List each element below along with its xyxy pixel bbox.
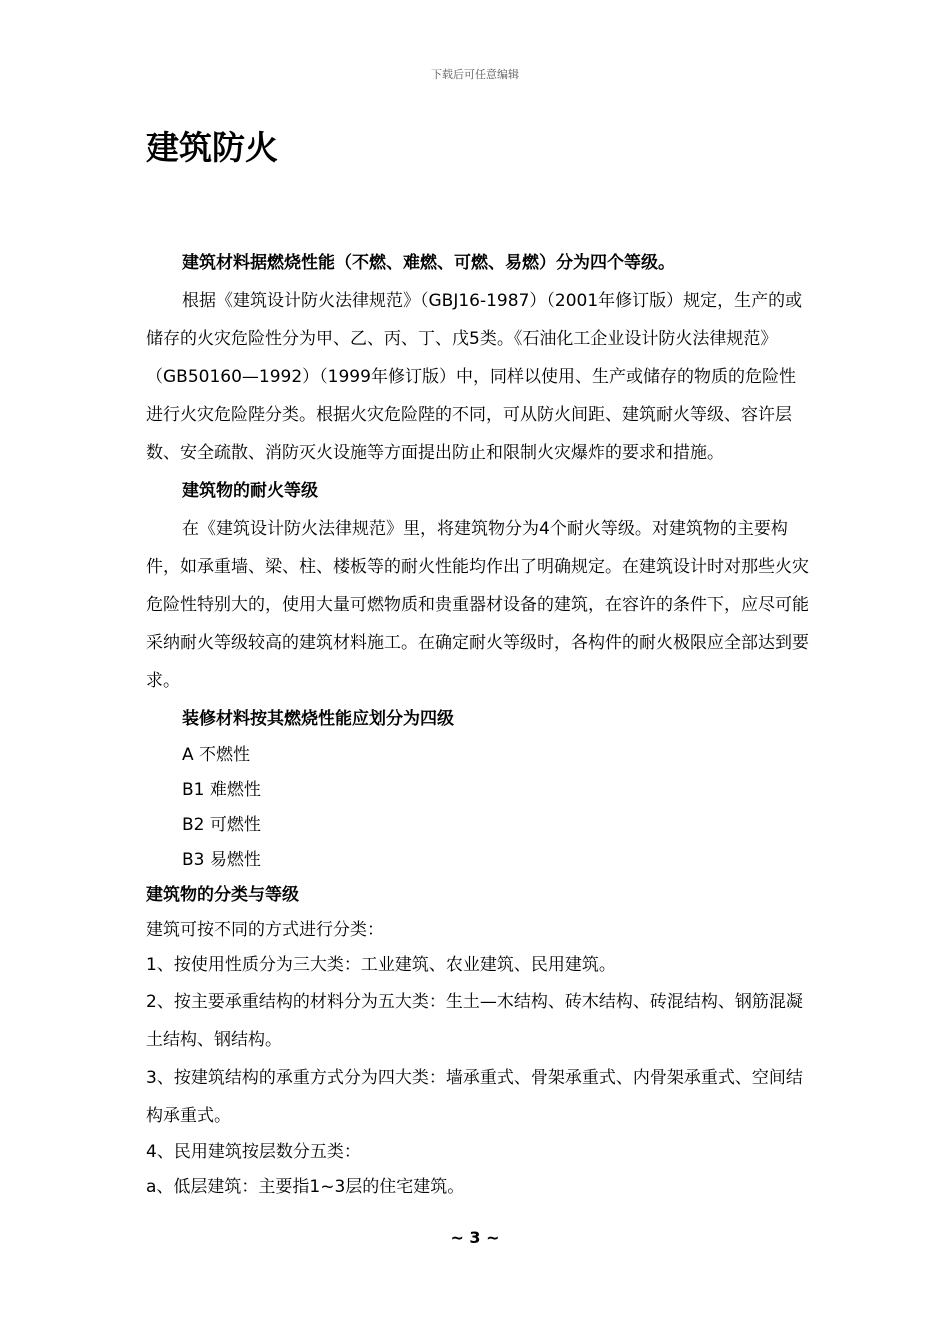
section-heading-decoration-materials: 装修材料按其燃烧性能应划分为四级 bbox=[182, 709, 454, 729]
page-title: 建筑防火 bbox=[146, 128, 278, 167]
section-heading-building-classification: 建筑物的分类与等级 bbox=[146, 885, 299, 905]
grade-item: B1 难燃性 bbox=[182, 780, 261, 800]
grade-item: B3 易燃性 bbox=[182, 850, 261, 870]
list-item: 2、按主要承重结构的材料分为五大类：生土—木结构、砖木结构、砖混结构、钢筋混凝土结构、钢结构。 bbox=[146, 992, 803, 1050]
section-heading-fire-resistance: 建筑物的耐火等级 bbox=[182, 481, 318, 501]
list-item: 3、按建筑结构的承重方式分为四大类：墙承重式、骨架承重式、内骨架承重式、空间结构承重式。 bbox=[146, 1068, 803, 1126]
header-note: 下载后可任意编辑 bbox=[431, 68, 519, 81]
grade-item: A 不燃性 bbox=[182, 745, 251, 765]
list-item: a、低层建筑：主要指1~3层的住宅建筑。 bbox=[146, 1177, 465, 1197]
paragraph-classification-intro: 建筑可按不同的方式进行分类： bbox=[146, 920, 384, 940]
list-item: 1、按使用性质分为三大类：工业建筑、农业建筑、民用建筑。 bbox=[146, 955, 616, 975]
page-number: ~ 3 ~ bbox=[450, 1228, 500, 1247]
paragraph-fire-resistance: 在《建筑设计防火法律规范》里，将建筑物分为4个耐火等级。对建筑物的主要构件，如承重墙、梁、柱、楼板等的耐火性能均作出了明确规定。在建筑设计时对那些火灾危险性特别大的，使用大量可燃物质和贵重器材设备的建筑，在容许的条件下，应尽可能采纳耐火等级较高的建筑材料施工。在确定耐火等级时，各构件的耐火极限应全部达到要求。 bbox=[146, 519, 809, 691]
document-body bbox=[146, 244, 810, 1205]
section-heading-material-grades: 建筑材料据燃烧性能（不燃、难燃、可燃、易燃）分为四个等级。 bbox=[182, 253, 675, 273]
list-item: 4、民用建筑按层数分五类： bbox=[146, 1142, 361, 1162]
grade-item: B2 可燃性 bbox=[182, 815, 261, 835]
paragraph-fire-hazard-classification: 根据《建筑设计防火法律规范》（GBJ16-1987）（2001年修订版）规定，生产的或储存的火灾危险性分为甲、乙、丙、丁、戊5类。《石油化工企业设计防火法律规范》（GB50160—1992）（1999年修订版）中，同样以使用、生产或储存的物质的危险性进行火灾危险陛分类。根据火灾危险陛的不同，可从防火间距、建筑耐火等级、容许层数、安全疏散、消防灭火设施等方面提出防止和限制火灾爆炸的要求和措施。 bbox=[146, 291, 803, 463]
